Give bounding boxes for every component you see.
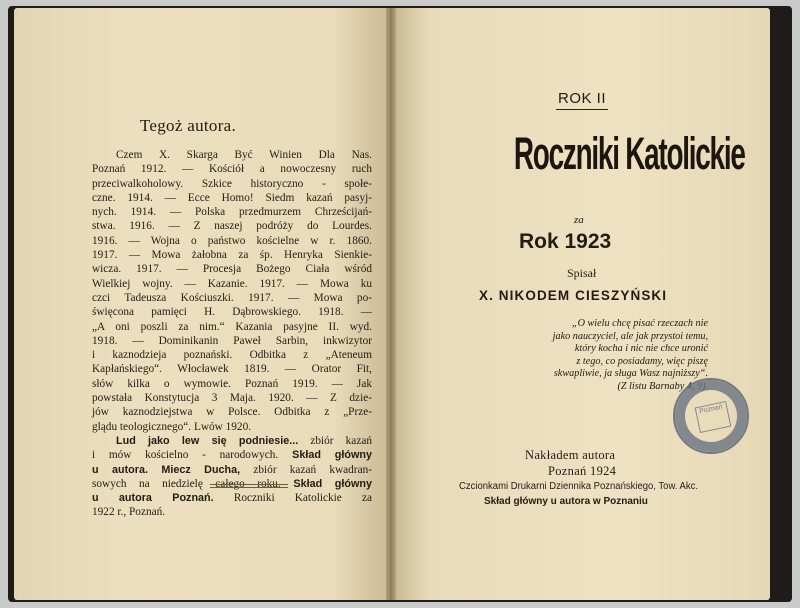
quote-line: skwapliwie, ja sługa Wasz najniższy“. — [553, 368, 708, 380]
works-text: i mów kościelno - narodowych. — [92, 449, 279, 462]
works-line: 1922 r., Poznań. — [92, 506, 166, 519]
written-by-label: Spisał — [567, 266, 597, 280]
works-line: Poznań 1912. — Kościół a nowoczesny ruch — [92, 163, 372, 176]
works-line: przeciwalkoholowy. Szkice historyczno - społe- — [92, 177, 372, 190]
works-line: 1917. — Mowa żałobna za śp. Henryka Sienkie- — [92, 249, 372, 262]
book-gutter — [386, 8, 396, 600]
works-bold: u autora. — [92, 463, 148, 476]
works-line: stwa. 1916. — Z naszej podróży do Lourdes. — [92, 220, 372, 233]
publisher-line: Nakładem autora — [525, 448, 616, 462]
works-line — [92, 463, 372, 477]
printer-line: Czcionkami Drukarni Dziennika Poznańskiego, Tow. Akc. — [459, 481, 699, 492]
works-text: zbiór kazań — [298, 434, 372, 447]
works-line: „A oni poszli za nim.“ Kazania pasyjne II. wyd. — [92, 320, 372, 333]
library-stamp — [673, 378, 749, 454]
works-bold: u autora Poznań. — [92, 492, 214, 505]
works-line: jów kaznodziejstwa w Polsce. Odbitka z „Prze- — [92, 406, 372, 419]
other-works-heading: Tegoż autora. — [139, 116, 237, 135]
works-line: wicza. 1917. — Procesja Bożego Ciała wśród — [92, 263, 372, 276]
quote-line: (Z listu Barnaby 4, 9). — [617, 380, 708, 392]
works-bold: Skład główny — [278, 449, 372, 462]
volume-label: ROK II — [558, 90, 607, 107]
quote-line: który kocha i nic nie chce uronić — [574, 343, 708, 355]
works-line: glądu teologicznego“. Lwów 1920. — [92, 420, 252, 433]
work-title-bold: Miecz Ducha, — [147, 463, 241, 476]
works-line: powstała Konstytucja 3 Maja. 1920. — Z dzie- — [92, 392, 372, 405]
works-line: i kaznodzieja poznański. Odbitka z „Ateneum — [92, 349, 372, 362]
works-line — [92, 434, 372, 448]
other-works-list — [92, 148, 372, 520]
works-line: 1916. — Wojna o państwo kościelne w r. 1860. — [92, 234, 372, 247]
quote-line: z tego, co posiadamy, więc piszę — [576, 355, 708, 367]
works-text: sowych na niedzielę całego roku. — [92, 477, 281, 490]
work-title-bold: Lud jako lew się podniesie... — [116, 434, 299, 447]
works-line — [92, 491, 372, 505]
works-line: święcona pamięci H. Dąbrowskiego. 1918. — — [92, 306, 372, 319]
ornament-rule — [210, 484, 288, 485]
quote-line: jako nauczyciel, ale jak przystoi temu, — [552, 330, 708, 342]
works-line: Wielkiej wojny. — Kazanie. 1917. — Mowa ku — [92, 277, 372, 290]
book-title: Roczniki Katolickie — [513, 128, 745, 179]
author-name: X. NIKODEM CIESZYŃSKI — [479, 288, 668, 303]
works-line: Czem X. Skarga Być Winien Dla Nas. — [116, 149, 372, 161]
works-text: zbiór kazań kwadran- — [240, 463, 372, 476]
works-line: nych. 1914. — Polska przedmurzem Chrześcijań- — [92, 206, 372, 219]
works-bold: Skład główny — [280, 477, 372, 490]
place-year-line: Poznań 1924 — [548, 464, 617, 478]
works-text: Roczniki Katolickie za — [213, 492, 372, 505]
za-label: za — [574, 214, 584, 226]
works-line: czci Tadeusza Kościuszki. 1917. — Mowa po- — [92, 291, 372, 304]
volume-underline — [556, 109, 608, 110]
year-title: Rok 1923 — [519, 230, 612, 253]
works-line: Kapłańskiego“. Włocławek 1819. — Orator Fit, — [92, 363, 372, 376]
stamp-text: Poznań — [698, 403, 724, 416]
works-line: czne. 1914. — Ecce Homo! Siedm kazań pasyj- — [92, 191, 372, 204]
works-line — [92, 448, 372, 462]
works-line: słów kilka o wymowie. Poznań 1919. — Jak — [92, 377, 372, 390]
distributor-line: Skład główny u autora w Poznaniu — [484, 496, 648, 507]
quote-line: „O wielu chcę pisać rzeczach nie — [571, 318, 708, 329]
epigraph-quote — [543, 318, 708, 394]
works-line: 1918. — Dominikanin Paweł Sarbin, inkwizytor — [92, 334, 372, 347]
